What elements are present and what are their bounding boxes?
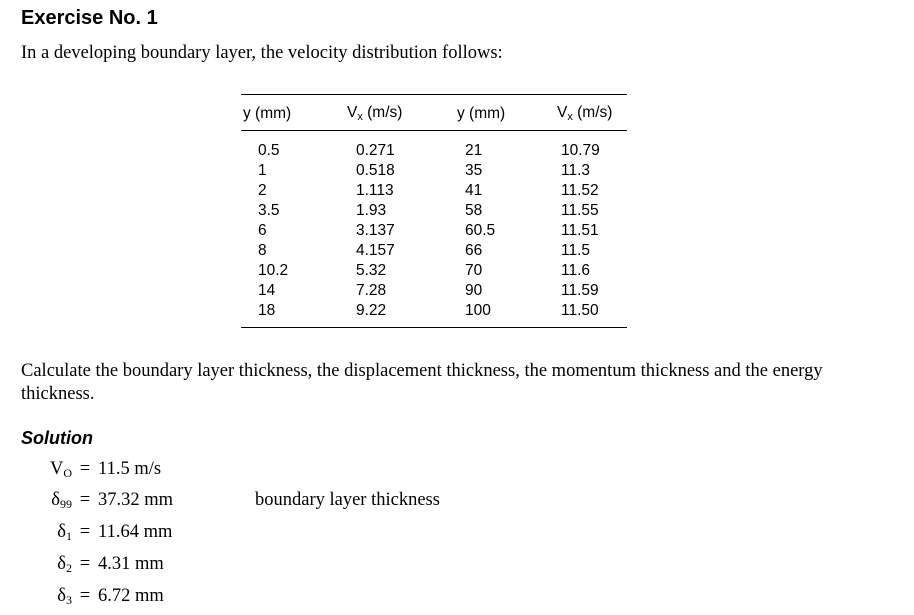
table-row [241, 201, 627, 221]
cell-y-2: 58 [465, 202, 483, 219]
table-row [241, 281, 627, 301]
cell-vx-2: 11.3 [561, 162, 591, 179]
cell-y-1: 18 [258, 302, 276, 319]
table-row [241, 161, 627, 181]
cell-y-1: 1 [258, 162, 267, 179]
header-vx-2: Vx (m/s) [557, 95, 627, 131]
header-y-2: y (mm) [457, 95, 557, 131]
cell-vx-2: 10.79 [561, 142, 600, 159]
cell-vx-2: 11.5 [561, 242, 591, 259]
cell-y-2: 60.5 [465, 222, 496, 239]
table-row [241, 261, 627, 281]
cell-vx-1: 1.93 [356, 202, 387, 219]
exercise-title: Exercise No. 1 [21, 7, 158, 29]
table-row [241, 301, 627, 328]
table-row [241, 241, 627, 261]
cell-vx-1: 0.271 [356, 142, 395, 159]
cell-y-2: 66 [465, 242, 483, 259]
cell-y-2: 100 [465, 302, 491, 319]
cell-vx-2: 11.52 [561, 182, 599, 199]
intro-text: In a developing boundary layer, the velocity distribution follows: [21, 43, 503, 63]
header-y-1: y (mm) [241, 95, 338, 131]
cell-y-2: 41 [465, 182, 483, 199]
header-vx-1: Vx (m/s) [338, 95, 457, 131]
cell-y-1: 10.2 [258, 262, 289, 279]
cell-vx-2: 11.6 [561, 262, 591, 279]
solution-heading: Solution [21, 428, 93, 448]
cell-y-1: 3.5 [258, 202, 280, 219]
cell-vx-2: 11.50 [561, 302, 599, 319]
cell-vx-2: 11.55 [561, 202, 599, 219]
cell-y-1: 14 [258, 282, 276, 299]
table-row [241, 221, 627, 241]
cell-vx-1: 3.137 [356, 222, 395, 239]
cell-y-2: 90 [465, 282, 483, 299]
cell-vx-1: 4.157 [356, 242, 395, 259]
cell-vx-2: 11.51 [561, 222, 599, 239]
cell-y-2: 70 [465, 262, 483, 279]
velocity-table [241, 94, 627, 328]
cell-y-2: 35 [465, 162, 483, 179]
delta99-note: boundary layer thickness [255, 490, 440, 510]
equation-v0: $V_O = 11.5$ m/s [49, 459, 162, 480]
cell-y-1: 8 [258, 242, 267, 259]
cell-y-1: 0.5 [258, 142, 280, 159]
equation-delta1: $\delta_1 = 11.64$ mm [57, 522, 173, 543]
cell-vx-1: 1.113 [356, 182, 394, 199]
cell-y-1: 6 [258, 222, 267, 239]
cell-vx-1: 7.28 [356, 282, 387, 299]
cell-y-2: 21 [465, 142, 483, 159]
equation-delta99: $\delta_{99} = 37.32$ mm [51, 490, 174, 511]
cell-vx-2: 11.59 [561, 282, 599, 299]
equation-delta3: $\delta_3 = 6.72$ mm [57, 586, 164, 607]
table-row [241, 181, 627, 201]
cell-y-1: 2 [258, 182, 267, 199]
cell-vx-1: 0.518 [356, 162, 395, 179]
equation-delta2: $\delta_2 = 4.31$ mm [57, 554, 164, 575]
question-text: Calculate the boundary layer thickness, the displacement thickness, the momentum thickness and the energy thickness. [21, 361, 823, 404]
table-header-row [241, 95, 627, 131]
table-row [241, 131, 627, 162]
cell-vx-1: 5.32 [356, 262, 387, 279]
cell-vx-1: 9.22 [356, 302, 387, 319]
